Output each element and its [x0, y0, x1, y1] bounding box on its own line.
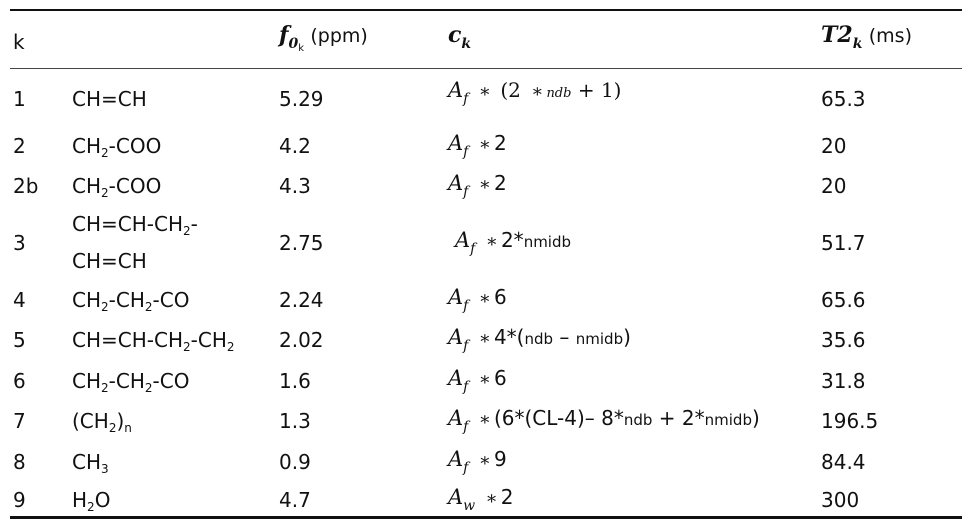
coef-ndb: ndb	[623, 411, 653, 429]
row-t2: 65.3	[821, 87, 866, 111]
group-sub: 2	[108, 421, 117, 435]
header-f-unit: (ppm)	[310, 25, 368, 47]
coef-symbol: A	[448, 485, 464, 509]
coef-symbol: A	[448, 366, 464, 390]
row-group	[72, 174, 161, 198]
row-group-line2: CH=CH	[72, 249, 147, 273]
row-group	[72, 134, 161, 158]
row-t2: 51.7	[821, 231, 866, 255]
row-coef	[448, 285, 507, 314]
row-group	[72, 488, 110, 512]
row-coef	[448, 78, 622, 107]
coef-part: 6	[493, 366, 507, 390]
coef-ndb: ndb	[524, 330, 554, 348]
group-part: -CH	[190, 328, 227, 352]
coef-part: 9	[493, 447, 507, 471]
group-part: CH	[72, 450, 102, 474]
group-part: CH	[72, 288, 102, 312]
coef-op: ∗	[478, 81, 491, 102]
row-k: 2	[13, 134, 26, 158]
header-f-symbol: f	[279, 22, 289, 48]
row-k: 3	[13, 231, 26, 255]
coef-op: ∗	[478, 409, 491, 430]
header-t-symbol: T2	[821, 22, 853, 48]
coef-sub: f	[463, 91, 469, 107]
coef-op: ∗	[478, 450, 491, 471]
header-ck	[448, 22, 472, 52]
group-sub: 3	[101, 462, 109, 476]
coef-nmidb: nmidb	[523, 233, 572, 251]
coef-sub: f	[463, 144, 469, 160]
row-group	[72, 369, 189, 393]
group-sub: n	[124, 421, 132, 435]
row-t2: 65.6	[821, 288, 866, 312]
row-group	[72, 212, 198, 236]
coef-symbol: A	[448, 131, 464, 155]
header-t-sub: k	[852, 36, 863, 52]
group-sub: 2	[101, 186, 109, 200]
coef-nmidb: nmidb	[575, 330, 624, 348]
group-sub: 2	[226, 340, 235, 354]
row-t2: 31.8	[821, 369, 866, 393]
coef-op: ∗	[478, 288, 491, 309]
coef-symbol: A	[448, 325, 464, 349]
group-sub: 2	[183, 224, 191, 238]
coef-sub: w	[463, 498, 476, 514]
group-part: -CH	[108, 288, 145, 312]
row-f0: 4.7	[279, 488, 311, 512]
top-rule	[10, 9, 962, 11]
coef-part: 2*	[500, 228, 524, 252]
coef-sub: f	[463, 419, 469, 435]
coef-nmidb: nmidb	[704, 411, 752, 429]
group-part: CH=CH-CH	[72, 328, 183, 352]
row-coef	[448, 406, 760, 435]
group-part: -CO	[152, 288, 190, 312]
row-k: 7	[13, 409, 26, 433]
row-t2: 196.5	[821, 409, 879, 433]
group-sub: 2	[144, 300, 153, 314]
group-part: CH	[72, 174, 102, 198]
row-coef	[448, 171, 507, 200]
row-t2: 35.6	[821, 328, 866, 352]
coef-part: 2	[493, 131, 507, 155]
coef-symbol: A	[455, 228, 471, 252]
bottom-rule	[10, 516, 962, 519]
coef-part: + 1)	[577, 78, 622, 102]
coef-symbol: A	[448, 447, 464, 471]
group-sub: 2	[144, 381, 153, 395]
group-part: -COO	[108, 174, 162, 198]
group-sub: 2	[183, 340, 191, 354]
row-coef	[448, 325, 631, 354]
coef-symbol: A	[448, 406, 464, 430]
coef-symbol: A	[448, 285, 464, 309]
row-f0: 5.29	[279, 87, 324, 111]
row-f0: 2.02	[279, 328, 324, 352]
coef-sub: f	[463, 338, 469, 354]
header-f0	[279, 22, 368, 54]
group-part: -CH	[108, 369, 145, 393]
group-sub: 2	[87, 500, 95, 514]
group-part: )	[116, 409, 125, 433]
coef-op: ∗	[478, 328, 491, 349]
coef-sub: f	[463, 460, 469, 476]
coef-part: 6	[493, 285, 507, 309]
coef-part: )	[623, 325, 631, 349]
row-coef	[448, 366, 507, 395]
group-part: CH	[72, 134, 102, 158]
header-f-sub: 0	[288, 36, 299, 52]
coef-op: ∗	[478, 174, 491, 195]
row-group	[72, 328, 235, 352]
row-f0: 2.75	[279, 231, 324, 255]
header-c-symbol: c	[448, 22, 462, 48]
group-sub: 2	[101, 300, 109, 314]
row-f0: 1.3	[279, 409, 311, 433]
group-part: O	[94, 488, 111, 512]
row-f0: 4.3	[279, 174, 311, 198]
row-k: 8	[13, 450, 26, 474]
coef-part: )	[751, 406, 760, 430]
coef-op: ∗	[478, 369, 491, 390]
group-part: CH	[72, 369, 102, 393]
row-coef	[448, 131, 507, 160]
coef-op: ∗	[531, 81, 544, 102]
group-part: -CO	[152, 369, 190, 393]
coef-sub: f	[463, 184, 469, 200]
row-k: 5	[13, 328, 26, 352]
coef-sub: f	[463, 379, 469, 395]
group-part: -COO	[108, 134, 162, 158]
coef-ndb: ndb	[546, 86, 572, 101]
header-k: k	[13, 30, 25, 54]
coef-symbol: A	[448, 78, 464, 102]
row-t2: 300	[821, 488, 860, 512]
group-sub: 2	[101, 381, 109, 395]
header-t2	[821, 22, 912, 52]
coef-part: (6*(CL-4)– 8*	[493, 406, 624, 430]
group-part: H	[72, 488, 88, 512]
group-part: (CH	[72, 409, 109, 433]
coef-part: 4*(	[493, 325, 525, 349]
coef-part: (2	[500, 78, 521, 102]
row-f0: 0.9	[279, 450, 311, 474]
coef-part: 2	[500, 485, 514, 509]
row-k: 9	[13, 488, 26, 512]
row-f0: 2.24	[279, 288, 324, 312]
coef-op: ∗	[485, 488, 498, 509]
row-k: 2b	[13, 174, 39, 198]
row-f0: 1.6	[279, 369, 311, 393]
row-k: 4	[13, 288, 26, 312]
row-coef	[448, 447, 507, 476]
row-t2: 84.4	[821, 450, 866, 474]
group-sub: 2	[101, 146, 109, 160]
coef-sub: f	[463, 298, 469, 314]
row-k: 6	[13, 369, 26, 393]
coef-symbol: A	[448, 171, 464, 195]
row-group	[72, 450, 109, 474]
row-group	[72, 409, 132, 433]
header-rule	[10, 68, 962, 69]
row-t2: 20	[821, 134, 847, 158]
group-part: CH=CH-CH	[72, 212, 183, 236]
header-t-unit: (ms)	[868, 25, 912, 47]
coef-part: + 2*	[652, 406, 705, 430]
group-part: -	[190, 212, 198, 236]
row-k: 1	[13, 87, 26, 111]
row-group: CH=CH	[72, 87, 147, 111]
coef-part: 2	[493, 171, 507, 195]
row-t2: 20	[821, 174, 847, 198]
coef-sub: f	[470, 241, 476, 257]
header-c-sub: k	[461, 36, 472, 52]
coef-part: –	[553, 325, 576, 349]
row-group	[72, 288, 189, 312]
row-coef	[455, 228, 572, 257]
coef-op: ∗	[485, 231, 498, 252]
coef-op: ∗	[478, 134, 491, 155]
row-coef	[448, 485, 514, 514]
row-f0: 4.2	[279, 134, 311, 158]
header-f-sub2: k	[298, 43, 305, 54]
